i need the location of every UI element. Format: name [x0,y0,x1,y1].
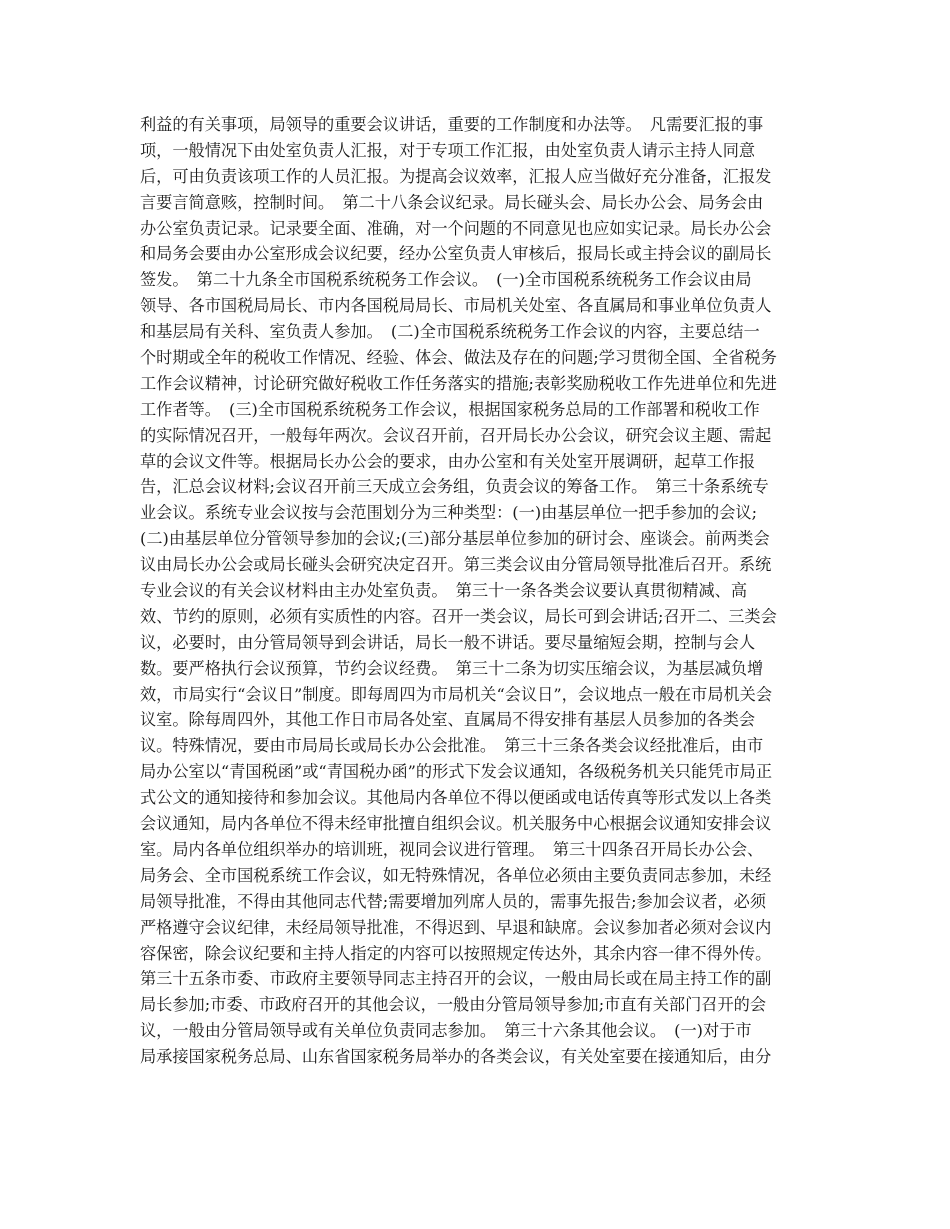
text-line: 个时期或全年的税收工作情况、经验、体会、做法及存在的问题;学习贯彻全国、全省税务 [140,348,777,368]
text-line: 效，市局实行“会议日”制度。即每周四为市局机关“会议日”，会议地点一般在市局机关会 [140,684,773,704]
text-line: 会议通知，局内各单位不得未经审批擅自组织会议。机关服务中心根据会议通知安排会议 [140,814,772,834]
text-line: 利益的有关事项，局领导的重要会议讲话，重要的工作制度和办法等。 凡需要汇报的事 [140,115,764,134]
text-line: 告，汇总会议材料;会议召开前三天成立会务组，负责会议的筹备工作。 第三十条系统专 [140,477,769,497]
text-line: 第三十五条市委、市政府主要领导同志主持召开的会议，一般由局长或在局主持工作的副 [140,969,772,989]
text-line: 草的会议文件等。根据局长办公会的要求，由办公室和有关处室开展调研，起草工作报 [140,451,756,471]
text-line: 局务会、全市国税系统工作会议，如无特殊情况，各单位必须由主要负责同志参加，未经 [140,865,772,885]
text-line: 的实际情况召开，一般每年两次。会议召开前，召开局长办公会议，研究会议主题、需起 [140,425,772,445]
text-line: 容保密，除会议纪要和主持人指定的内容可以按照规定传达外，其余内容一律不得外传。 [140,943,772,963]
text-line: 业会议。系统专业会议按与会范围划分为三种类型：(一)由基层单位一把手参加的会议; [140,503,758,523]
text-line: 严格遵守会议纪律，未经局领导批准，不得迟到、早退和缺席。会议参加者必须对会议内 [140,917,772,937]
text-line: 领导、各市国税局局长、市内各国税局局长、市局机关处室、各直属局和事业单位负责人 [140,296,772,316]
text-line: 议，一般由分管局领导或有关单位负责同志参加。 第三十六条其他会议。 (一)对于市 [140,1021,752,1041]
text-line: 专业会议的有关会议材料由主办处室负责。 第三十一条各类会议要认真贯彻精减、高 [140,581,748,601]
text-line: 和局务会要由办公室形成会议纪要，经办公室负责人审核后，报局长或主持会议的副局长 [140,244,772,264]
text-line: 工作会议精神，讨论研究做好税收工作任务落实的措施;表彰奖励税收工作先进单位和先进 [140,373,777,393]
text-line: 室。局内各单位组织举办的培训班，视同会议进行管理。 第三十四条召开局长办公会、 [140,839,764,859]
text-line: 签发。 第二十九条全市国税系统税务工作会议。 (一)全市国税系统税务工作会议由局 [140,270,752,290]
text-line: 议，必要时，由分管局领导到会讲话，局长一般不讲话。要尽量缩短会期，控制与会人 [140,632,756,652]
text-line: 议室。除每周四外，其他工作日市局各处室、直属局不得安排有基层人员参加的各类会 [140,710,756,730]
body-text [140,112,820,1070]
text-line: 办公室负责记录。记录要全面、准确，对一个问题的不同意见也应如实记录。局长办公会 [140,218,772,238]
text-line: 工作者等。 (三)全市国税系统税务工作会议，根据国家税务总局的工作部署和税收工作 [140,399,760,419]
text-line: 数。要严格执行会议预算，节约会议经费。 第三十二条为切实压缩会议，为基层减负增 [140,658,764,678]
text-line: 效、节约的原则，必须有实质性的内容。召开一类会议，局长可到会讲话;召开二、三类会 [140,606,777,626]
text-line: 式公文的通知接待和参加会议。其他局内各单位不得以便函或电话传真等形式发以上各类 [140,788,772,808]
text-line: 局领导批准，不得由其他同志代替;需要增加列席人员的，需事先报告;参加会议者，必须 [140,891,767,911]
text-line: (二)由基层单位分管领导参加的会议;(三)部分基层单位参加的研讨会、座谈会。前两类会 [140,529,770,549]
text-line: 局承接国家税务总局、山东省国家税务局举办的各类会议，有关处室要在接通知后，由分 [140,1047,772,1067]
text-line: 议。特殊情况，要由市局局长或局长办公会批准。 第三十三条各类会议经批准后，由市 [140,736,764,756]
text-line: 后，可由负责该项工作的人员汇报。为提高会议效率，汇报人应当做好充分准备，汇报发 [140,166,772,186]
text-line: 和基层局有关科、室负责人参加。 (二)全市国税系统税务工作会议的内容，主要总结一 [140,322,760,342]
text-line: 项，一般情况下由处室负责人汇报，对于专项工作汇报，由处室负责人请示主持人同意 [140,140,756,160]
text-line: 言要言简意赅，控制时间。 第二十八条会议纪录。局长碰头会、局长办公会、局务会由 [140,192,764,212]
text-line: 议由局长办公会或局长碰头会研究决定召开。第三类会议由分管局领导批准后召开。系统 [140,555,772,575]
text-line: 局长参加;市委、市政府召开的其他会议，一般由分管局领导参加;市直有关部门召开的会 [140,995,767,1015]
text-line: 局办公室以“青国税函”或“青国税办函”的形式下发会议通知，各级税务机关只能凭市局正 [140,762,773,782]
